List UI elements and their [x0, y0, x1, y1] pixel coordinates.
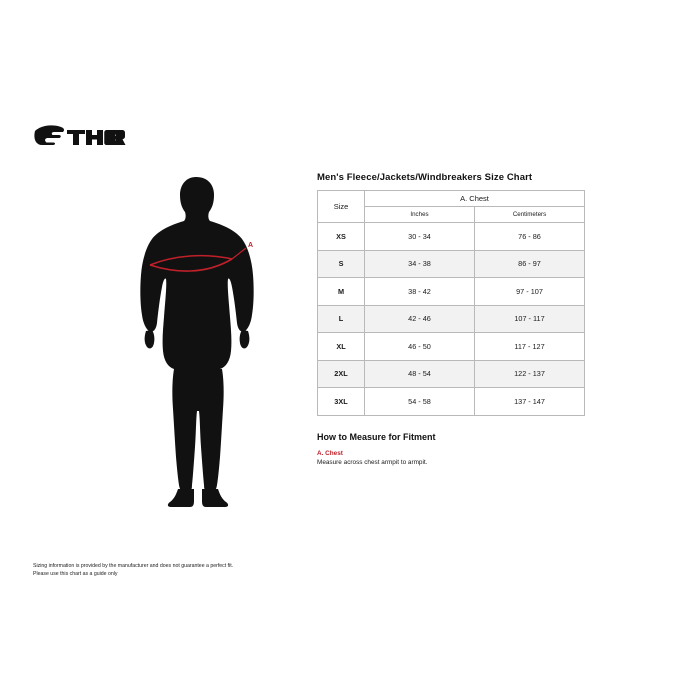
measure-item-description-chest: Measure across chest armpit to armpit.	[317, 458, 428, 466]
cell-inches: 42 - 46	[365, 305, 475, 333]
cell-size: 2XL	[318, 360, 365, 388]
cell-centimeters: 76 - 86	[475, 223, 585, 251]
table-row	[318, 250, 585, 278]
cell-centimeters: 137 - 147	[475, 388, 585, 416]
cell-inches: 34 - 38	[365, 250, 475, 278]
body-measurement-figure	[120, 175, 290, 510]
how-to-measure-heading: How to Measure for Fitment	[317, 431, 436, 442]
cell-size: XS	[318, 223, 365, 251]
size-chart-title: Men's Fleece/Jackets/Windbreakers Size Chart	[317, 172, 533, 183]
cell-inches: 46 - 50	[365, 333, 475, 361]
disclaimer-line-2: Please use this chart as a guide only	[33, 571, 118, 578]
cell-centimeters: 86 - 97	[475, 250, 585, 278]
cell-size: M	[318, 278, 365, 306]
disclaimer-line-1: Sizing information is provided by the manufacturer and does not guarantee a perfect fit.	[33, 563, 234, 569]
cell-centimeters: 122 - 137	[475, 360, 585, 388]
cell-inches: 30 - 34	[365, 223, 475, 251]
header-inches: Inches	[365, 207, 475, 223]
cell-size: L	[318, 305, 365, 333]
table-row	[318, 360, 585, 388]
size-chart-panel	[317, 172, 667, 466]
male-body-silhouette-icon	[120, 175, 290, 510]
chest-callout-label: A	[248, 242, 254, 249]
table-header-row-group	[318, 191, 585, 207]
how-to-measure-section	[317, 432, 667, 466]
cell-centimeters: 97 - 107	[475, 278, 585, 306]
measure-item-label-chest: A. Chest	[317, 449, 343, 457]
table-row	[318, 388, 585, 416]
header-centimeters: Centimeters	[475, 207, 585, 223]
table-row	[318, 333, 585, 361]
header-size: Size	[318, 191, 365, 223]
cell-centimeters: 107 - 117	[475, 305, 585, 333]
disclaimer	[33, 562, 313, 578]
cell-size: 3XL	[318, 388, 365, 416]
cell-inches: 38 - 42	[365, 278, 475, 306]
cell-inches: 48 - 54	[365, 360, 475, 388]
cell-centimeters: 117 - 127	[475, 333, 585, 361]
table-row	[318, 278, 585, 306]
thor-logo	[33, 124, 128, 150]
header-chest-group: A. Chest	[365, 191, 585, 207]
table-row	[318, 305, 585, 333]
cell-size: S	[318, 250, 365, 278]
thor-helmet-logo	[33, 124, 128, 150]
table-body	[318, 223, 585, 416]
table-head	[318, 191, 585, 223]
cell-size: XL	[318, 333, 365, 361]
table-row	[318, 223, 585, 251]
size-chart-table	[317, 190, 585, 416]
cell-inches: 54 - 58	[365, 388, 475, 416]
